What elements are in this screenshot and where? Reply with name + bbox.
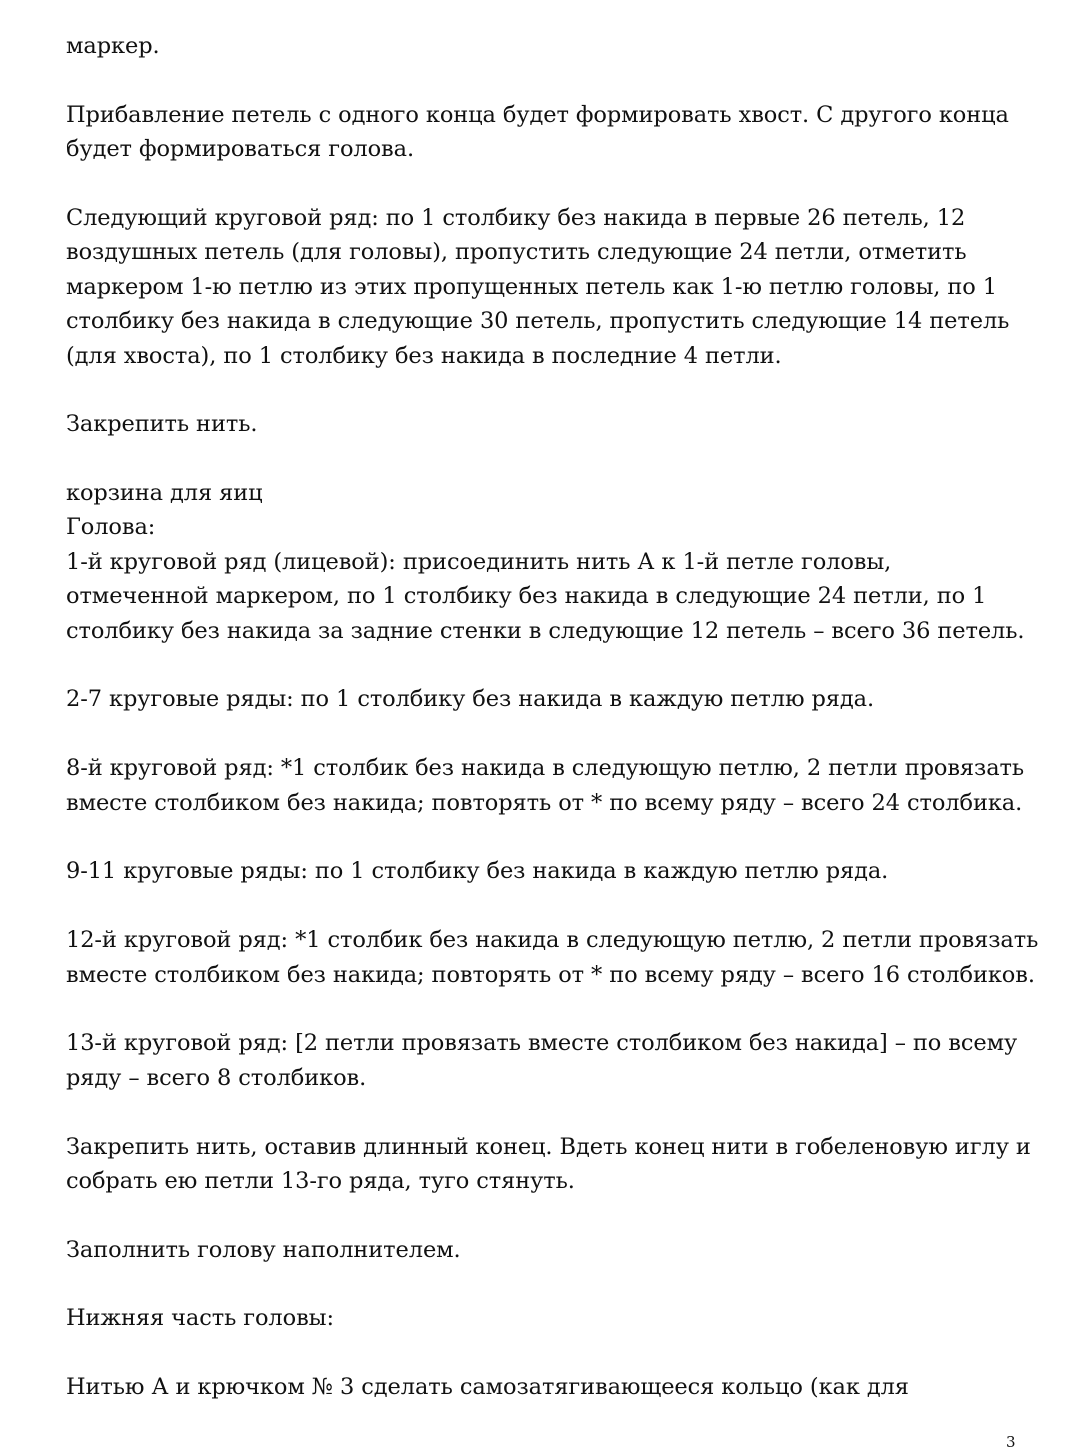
text-line: 1-й круговой ряд (лицевой): присоединить нить А к 1-й петле головы, [66,548,892,575]
paragraph-gap [66,1267,1026,1301]
section-title: корзина для яиц [66,480,263,507]
text-line: Заполнить голову наполнителем. [66,1236,461,1263]
text-line: 2-7 круговые ряды: по 1 столбику без накида в каждую петлю ряда. [66,686,875,713]
text-line: маркер. [66,33,160,59]
paragraph-gap [66,889,1026,923]
paragraph-gap [66,1095,1026,1129]
text-line: вместе столбиком без накида; повторять от * по всему ряду – всего 16 столбиков. [66,961,1035,988]
paragraph-gap [66,992,1026,1026]
text-line: собрать ею петли 13-го ряда, туго стянуть. [66,1167,575,1194]
paragraph-gap [66,648,1026,682]
paragraph-gap [66,63,1026,97]
text-line: 8-й круговой ряд: *1 столбик без накида в следующую петлю, 2 петли провязать [66,755,1025,782]
text-line: Закрепить нить, оставив длинный конец. Вдеть конец нити в гобеленовую иглу и [66,1133,1031,1160]
text-line: (для хвоста), по 1 столбику без накида в последние 4 петли. [66,342,782,369]
document-body [66,29,1039,1405]
paragraph-gap [66,167,1026,201]
text-line: столбику без накида за задние стенки в следующие 12 петель – всего 36 петель. [66,617,1025,644]
paragraph-gap [66,1198,1026,1232]
text-line: 9-11 круговые ряды: по 1 столбику без накида в каждую петлю ряда. [66,858,889,885]
text-line: Нитью А и крючком № 3 сделать самозатягивающееся кольцо (как для [66,1374,909,1401]
paragraph-gap [66,1336,1026,1370]
text-line: 12-й круговой ряд: *1 столбик без накида в следующую петлю, 2 петли провязать [66,927,1039,954]
text-line: Следующий круговой ряд: по 1 столбику без накида в первые 26 петель, 12 [66,204,966,231]
text-line: вместе столбиком без накида; повторять от * по всему ряду – всего 24 столбика. [66,789,1023,816]
page-number: 3 [1006,1433,1016,1451]
text-line: столбику без накида в следующие 30 петель, пропустить следующие 14 петель [66,308,1010,335]
subsection-title: Голова: [66,514,156,541]
paragraph-gap [66,373,1026,407]
text-line: отмеченной маркером, по 1 столбику без накида в следующие 24 петли, по 1 [66,583,987,610]
paragraph-gap [66,820,1026,854]
paragraph-gap [66,442,1026,476]
paragraph-gap [66,717,1026,751]
text-line: ряду – всего 8 столбиков. [66,1064,367,1091]
text-line: маркером 1-ю петлю из этих пропущенных петель как 1-ю петлю головы, по 1 [66,273,997,300]
subsection-title: Нижняя часть головы: [66,1305,334,1332]
text-line: Закрепить нить. [66,411,258,438]
text-line: 13-й круговой ряд: [2 петли провязать вместе столбиком без накида] – по всему [66,1030,1018,1057]
text-line: будет формироваться голова. [66,136,414,163]
text-line: воздушных петель (для головы), пропустить следующие 24 петли, отметить [66,239,967,266]
text-line: Прибавление петель с одного конца будет формировать хвост. С другого конца [66,101,1009,128]
